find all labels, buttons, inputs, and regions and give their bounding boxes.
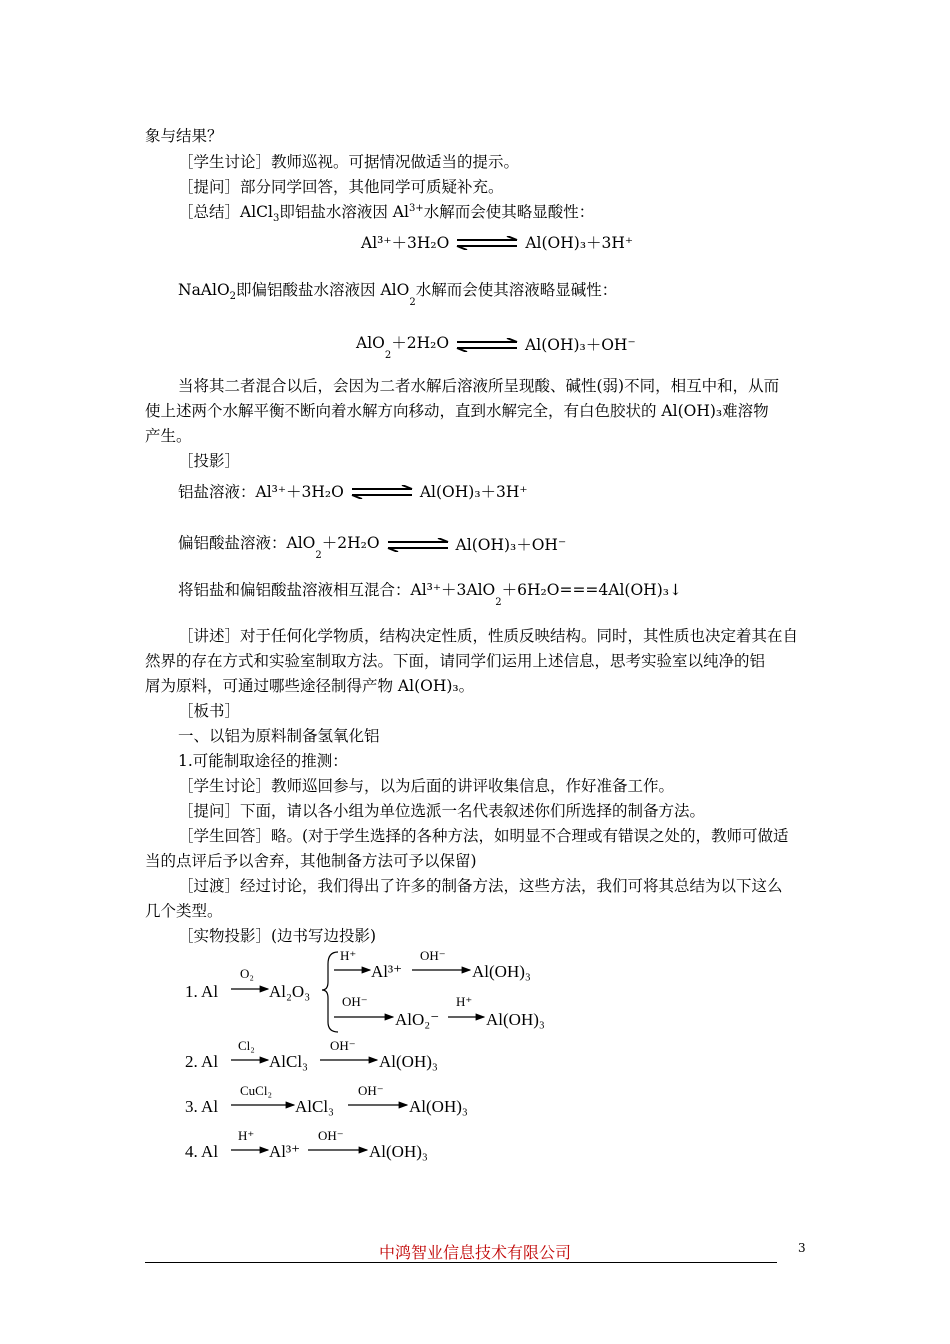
text-frag: 2: [409, 297, 416, 308]
r1-b1-reagent2: OH⁻: [420, 948, 446, 963]
text-line: ［投影］: [178, 452, 241, 470]
r1-product: Al₂O₃: [269, 982, 311, 1001]
eq-left: 偏铝酸盐溶液：AlO: [178, 534, 316, 552]
text-line: ［实物投影］(边书写边投影): [178, 927, 377, 945]
text-frag: 即偏铝酸盐水溶液因 AlO: [236, 281, 410, 299]
text-line: 当的点评后予以舍弃，其他制备方法可予以保留): [145, 852, 477, 870]
text-frag: 即铝盐水溶液因 Al: [279, 203, 409, 221]
r3-product2: Al(OH)₃: [409, 1097, 468, 1116]
r4-product2: Al(OH)₃: [369, 1142, 428, 1161]
text-line: ［提问］部分同学回答，其他同学可质疑补充。: [178, 178, 504, 196]
r3-reagent2: OH⁻: [358, 1083, 384, 1098]
text-line: 使上述两个水解平衡不断向着水解方向移动，直到水解完全，有白色胶状的 Al(OH)₃难溶物: [145, 402, 769, 420]
r3-reagent: CuCl₂: [240, 1083, 272, 1098]
text-line: ［板书］: [178, 702, 241, 720]
text-frag: 3: [272, 213, 280, 225]
eq-left: ＋2H₂O: [391, 334, 450, 352]
text-line: ［过渡］经过讨论，我们得出了许多的制备方法，这些方法，我们可将其总结为以下这么: [178, 877, 783, 895]
eq-sub: 2: [315, 550, 322, 561]
text-frag: 2: [229, 291, 237, 303]
eq-sub: 2: [384, 350, 392, 361]
r4-reagent: H⁺: [238, 1128, 255, 1143]
text-frag: ［总结］AlCl: [178, 203, 273, 221]
r1-b1-product2: Al(OH)₃: [472, 962, 531, 981]
r1-b2-reagent2: H⁺: [456, 994, 473, 1009]
eq-right: Al(OH)₃＋3H⁺: [419, 483, 528, 501]
text-frag: 水解而会使其略显酸性：: [423, 203, 595, 221]
text-line: ［学生讨论］教师巡视。可据情况做适当的提示。: [178, 153, 520, 171]
brace-icon: [322, 952, 338, 1032]
eq-left: ＋2H₂O: [321, 534, 380, 552]
footer-rule: [145, 1262, 777, 1263]
text-line: 几个类型。: [145, 902, 223, 920]
r1-b2-product2: Al(OH)₃: [486, 1010, 545, 1029]
eq-left: AlO: [356, 334, 385, 352]
r1-b1-reagent: H⁺: [340, 948, 357, 963]
text-line: ［讲述］对于任何化学物质，结构决定性质，性质反映结构。同时，其性质也决定着其在自: [178, 627, 799, 645]
r3-product: AlCl₃: [295, 1097, 334, 1116]
r2-product: AlCl₃: [269, 1052, 308, 1071]
eq-sub: 2: [495, 597, 502, 608]
r4-reactant: 4. Al: [185, 1142, 219, 1161]
r2-reagent2: OH⁻: [330, 1038, 356, 1053]
text-line: 象与结果？: [145, 127, 223, 145]
text-line: ［学生回答］略。(对于学生选择的各种方法，如明显不合理或有错误之处的，教师可做适: [178, 827, 789, 845]
r2-reagent: Cl₂: [238, 1038, 255, 1053]
eq-left: Al³⁺＋3H₂O: [361, 234, 450, 252]
footer-company: 中鸿智业信息技术有限公司: [378, 1243, 571, 1262]
r3-reactant: 3. Al: [185, 1097, 219, 1116]
page-number: 3: [798, 1241, 806, 1255]
heading: 一、以铝为原料制备氢氧化铝: [178, 727, 380, 745]
eq-left: 铝盐溶液：Al³⁺＋3H₂O: [178, 483, 344, 501]
text-frag: 水解而会使其溶液略显碱性：: [415, 281, 618, 299]
eq-left: 将铝盐和偏铝酸盐溶液相互混合：Al³⁺＋3AlO: [178, 581, 496, 599]
r1-reagent: O₂: [240, 966, 254, 981]
text-line: 屑为原料，可通过哪些途径制得产物 Al(OH)₃。: [145, 677, 475, 695]
r1-b1-product: Al³⁺: [371, 962, 403, 981]
r1-b2-reagent: OH⁻: [342, 994, 368, 1009]
text-line: 当将其二者混合以后，会因为二者水解后溶液所呈现酸、碱性(弱)不同，相互中和，从而: [178, 377, 780, 395]
text-line: ［提问］下面，请以各小组为单位选派一名代表叙述你们所选择的制备方法。: [178, 802, 706, 820]
r2-reactant: 2. Al: [185, 1052, 219, 1071]
r1-b2-product: AlO₂⁻: [395, 1010, 440, 1029]
eq-right: Al(OH)₃＋OH⁻: [455, 535, 567, 554]
text-line: ［学生讨论］教师巡回参与，以为后面的讲评收集信息，作好准备工作。: [178, 777, 675, 795]
r4-reagent2: OH⁻: [318, 1128, 344, 1143]
text-line: 然界的存在方式和实验室制取方法。下面，请同学们运用上述信息，思考实验室以纯净的铝: [145, 652, 766, 670]
r2-product2: Al(OH)₃: [379, 1052, 438, 1071]
r4-product: Al³⁺: [269, 1142, 301, 1161]
eq-right: Al(OH)₃＋OH⁻: [525, 335, 636, 354]
heading: 1.可能制取途径的推测：: [178, 752, 348, 770]
text-frag: 3+: [408, 202, 424, 214]
text-frag: NaAlO: [178, 281, 230, 299]
eq-right: Al(OH)₃＋3H⁺: [525, 234, 634, 252]
text-line: 产生。: [145, 427, 192, 445]
r1-reactant: 1. Al: [185, 982, 219, 1001]
eq-right: ＋6H₂O===4Al(OH)₃↓: [501, 581, 682, 599]
